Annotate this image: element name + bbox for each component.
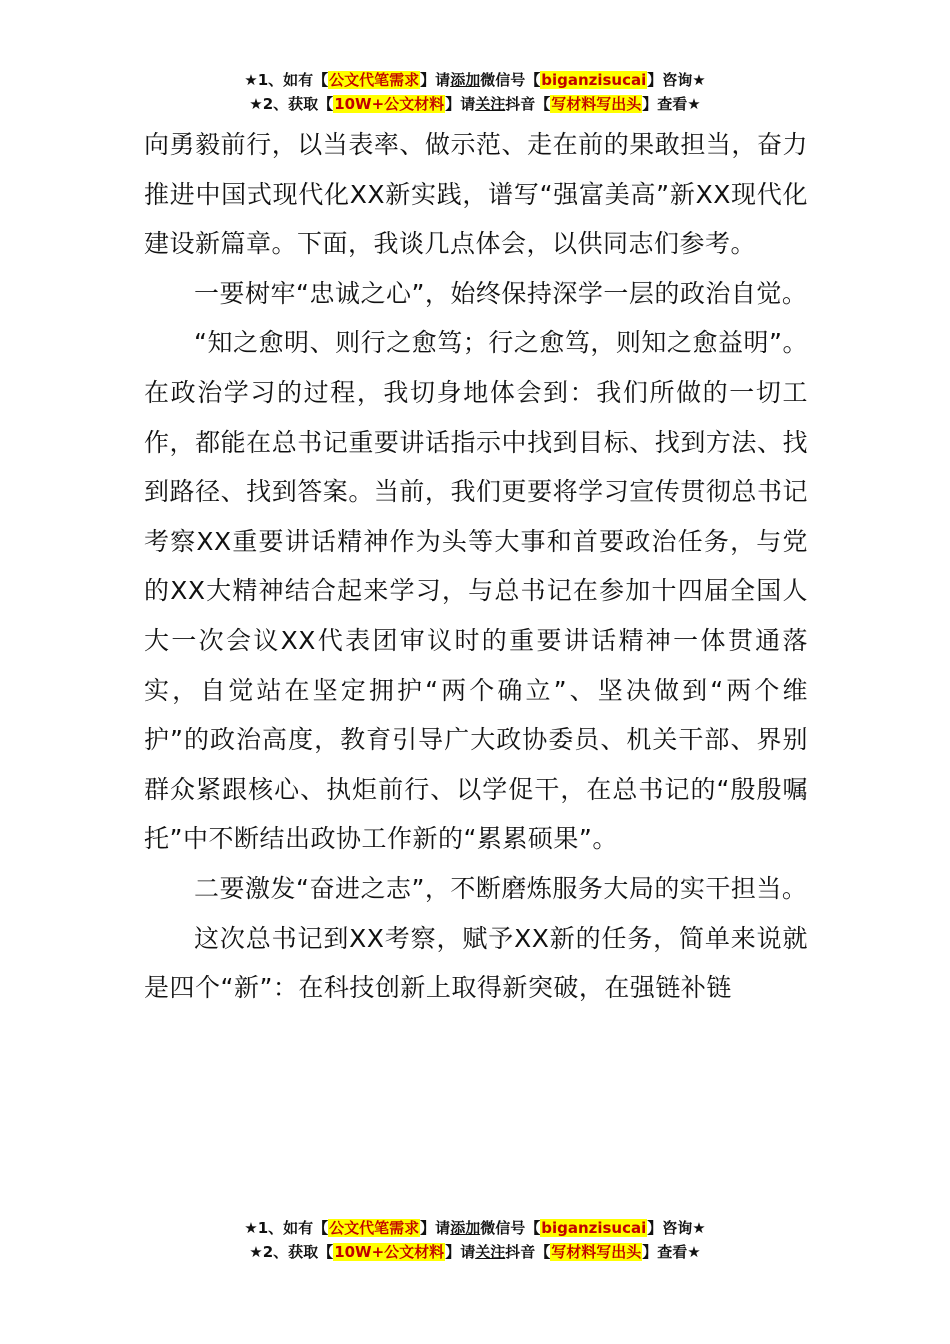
paragraph-continued: 向勇毅前行，以当表率、做示范、走在前的果敢担当，奋力推进中国式现代化XX新实践，谱写“强富美高”新XX现代化建设新篇章。下面，我谈几点体会，以供同志们参考。: [144, 130, 808, 259]
underlined-add: 添加: [450, 1219, 481, 1237]
footer-banner: [0, 1216, 950, 1264]
header-banner-line-1: ★1、如有【公文代笔需求】请添加微信号【biganzisucai】咨询★: [244, 71, 706, 89]
header-banner: [0, 68, 950, 116]
highlight-service: 公文代笔需求: [329, 1219, 420, 1237]
header-banner-line-2: ★2、获取【10W+公文材料】请关注抖音【写材料写出头】查看★: [249, 95, 701, 113]
underlined-follow: 关注: [475, 1243, 506, 1261]
paragraph-2: 这次总书记到XX考察，赋予XX新的任务，简单来说就是四个“新”：在科技创新上取得新突破，在强链补链: [144, 923, 808, 1003]
highlight-materials: 10W+公文材料: [334, 95, 445, 113]
section-heading-2: 二要激发“奋进之志”，不断磨炼服务大局的实干担当。: [194, 873, 808, 903]
underlined-add: 添加: [450, 71, 481, 89]
section-heading-1: 一要树牢“忠诚之心”，始终保持深学一层的政治自觉。: [194, 278, 808, 308]
highlight-wechat-id: biganzisucai: [541, 71, 647, 89]
highlight-douyin: 写材料写出头: [551, 1243, 642, 1261]
highlight-materials: 10W+公文材料: [334, 1243, 445, 1261]
highlight-service: 公文代笔需求: [329, 71, 420, 89]
footer-banner-line-2: ★2、获取【10W+公文材料】请关注抖音【写材料写出头】查看★: [249, 1243, 701, 1261]
underlined-follow: 关注: [475, 95, 506, 113]
footer-banner-line-1: ★1、如有【公文代笔需求】请添加微信号【biganzisucai】咨询★: [244, 1219, 706, 1237]
document-body: [144, 120, 808, 1013]
paragraph-1: “知之愈明、则行之愈笃；行之愈笃，则知之愈益明”。在政治学习的过程，我切身地体会到：我们所做的一切工作，都能在总书记重要讲话指示中找到目标、找到方法、找到路径、找到答案。当前，我们更要将学习宣传贯彻总书记考察XX重要讲话精神作为头等大事和首要政治任务，与党的XX大精神结合起来学习，与总书记在参加十四届全国人大一次会议XX代表团审议时的重要讲话精神一体贯通落实，自觉站在坚定拥护“两个确立”、坚决做到“两个维护”的政治高度，教育引导广大政协委员、机关干部、界别群众紧跟核心、执炬前行、以学促干，在总书记的“殷殷嘱托”中不断结出政协工作新的“累累硕果”。: [144, 328, 808, 854]
highlight-douyin: 写材料写出头: [551, 95, 642, 113]
highlight-wechat-id: biganzisucai: [541, 1219, 647, 1237]
